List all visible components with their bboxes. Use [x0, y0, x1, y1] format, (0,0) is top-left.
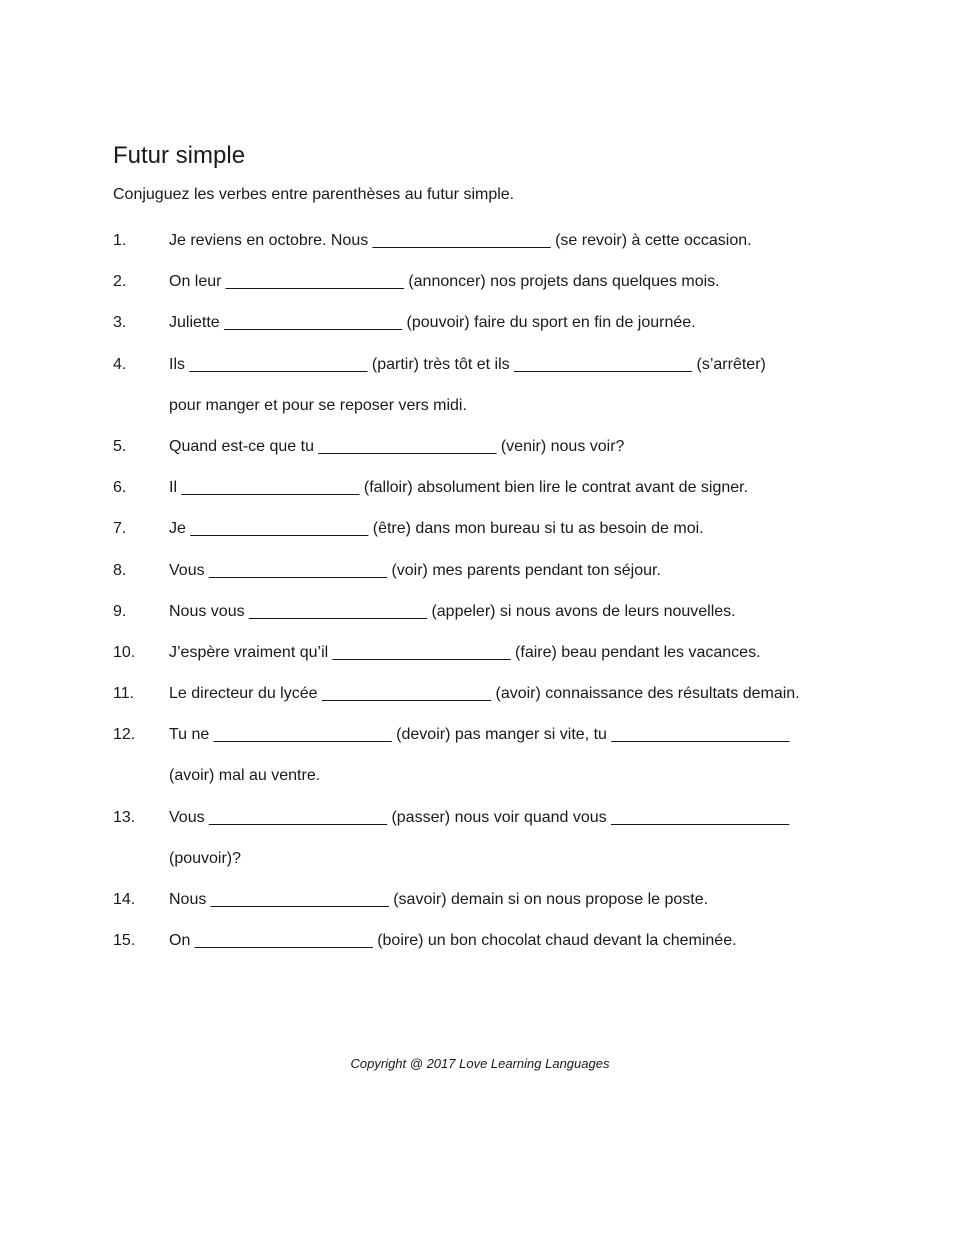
instructions: Conjuguez les verbes entre parenthèses au futur simple. — [113, 186, 515, 203]
exercise-item — [113, 684, 853, 725]
exercise-item — [113, 890, 853, 931]
exercise-number: 11. — [113, 685, 135, 703]
exercise-item — [113, 355, 853, 437]
exercise-number: 5. — [113, 437, 127, 455]
exercise-line — [113, 643, 853, 684]
exercise-item — [113, 519, 853, 560]
exercise-text: Je ____________________ (être) dans mon bureau si tu as besoin de moi. — [169, 520, 704, 538]
exercise-item — [113, 725, 853, 807]
exercise-line — [113, 766, 853, 807]
exercise-text: On ____________________ (boire) un bon chocolat chaud devant la cheminée. — [169, 932, 737, 950]
exercise-text: pour manger et pour se reposer vers midi. — [169, 396, 467, 414]
exercise-number: 6. — [113, 479, 127, 497]
exercise-number: 8. — [113, 561, 127, 579]
exercise-text: Il ____________________ (falloir) absolument bien lire le contrat avant de signer. — [169, 479, 749, 497]
exercise-text: Vous ____________________ (passer) nous voir quand vous ____________________ — [169, 808, 790, 826]
exercise-item — [113, 313, 853, 354]
exercise-number: 9. — [113, 602, 127, 620]
exercise-line — [113, 890, 853, 931]
exercise-line — [113, 355, 853, 396]
exercise-text: Juliette ____________________ (pouvoir) faire du sport en fin de journée. — [169, 314, 696, 332]
exercise-item — [113, 272, 853, 313]
exercise-number: 15. — [113, 932, 136, 950]
exercise-item — [113, 437, 853, 478]
exercise-list — [113, 231, 853, 972]
exercise-line — [113, 519, 853, 560]
exercise-text: Quand est-ce que tu ____________________ (venir) nous voir? — [169, 437, 625, 455]
exercise-number: 13. — [113, 808, 136, 826]
exercise-item — [113, 561, 853, 602]
exercise-line — [113, 808, 853, 849]
exercise-line — [113, 931, 853, 972]
exercise-text: J’espère vraiment qu’il ____________________ (faire) beau pendant les vacances. — [169, 643, 761, 661]
exercise-number: 10. — [113, 643, 136, 661]
exercise-number: 4. — [113, 355, 127, 373]
exercise-item — [113, 231, 853, 272]
exercise-number: 12. — [113, 726, 136, 744]
exercise-number: 7. — [113, 520, 127, 538]
exercise-line — [113, 231, 853, 272]
exercise-line — [113, 272, 853, 313]
exercise-number: 2. — [113, 273, 127, 291]
exercise-number: 14. — [113, 891, 136, 908]
exercise-line — [113, 478, 853, 519]
exercise-item — [113, 602, 853, 643]
exercise-item — [113, 478, 853, 519]
exercise-line — [113, 849, 853, 890]
exercise-text: Je reviens en octobre. Nous ____________________ (se revoir) à cette occasion. — [169, 232, 752, 249]
exercise-line — [113, 396, 853, 437]
exercise-text: Nous vous ____________________ (appeler) si nous avons de leurs nouvelles. — [169, 602, 736, 620]
exercise-line — [113, 561, 853, 602]
exercise-line — [113, 684, 853, 725]
exercise-text: Tu ne ____________________ (devoir) pas manger si vite, tu ____________________ — [169, 726, 790, 744]
exercise-item — [113, 643, 853, 684]
exercise-line — [113, 602, 853, 643]
exercise-line — [113, 437, 853, 478]
exercise-line — [113, 313, 853, 354]
exercise-text: Ils ____________________ (partir) très tôt et ils ____________________ (s’arrêter) — [169, 355, 766, 373]
exercise-number: 1. — [113, 232, 127, 249]
exercise-line — [113, 725, 853, 766]
exercise-text: On leur ____________________ (annoncer) nos projets dans quelques mois. — [169, 273, 720, 291]
exercise-text: (avoir) mal au ventre. — [169, 767, 321, 785]
page-title: Futur simple — [113, 142, 246, 169]
exercise-item — [113, 931, 853, 972]
exercise-text: Le directeur du lycée ___________________ (avoir) connaissance des résultats demain. — [169, 685, 800, 703]
exercise-text: Nous ____________________ (savoir) demain si on nous propose le poste. — [169, 891, 709, 908]
exercise-item — [113, 808, 853, 890]
exercise-number: 3. — [113, 314, 127, 332]
exercise-text: Vous ____________________ (voir) mes parents pendant ton séjour. — [169, 561, 661, 579]
exercise-text: (pouvoir)? — [169, 849, 242, 867]
copyright-footer: Copyright @ 2017 Love Learning Languages — [350, 1056, 610, 1071]
